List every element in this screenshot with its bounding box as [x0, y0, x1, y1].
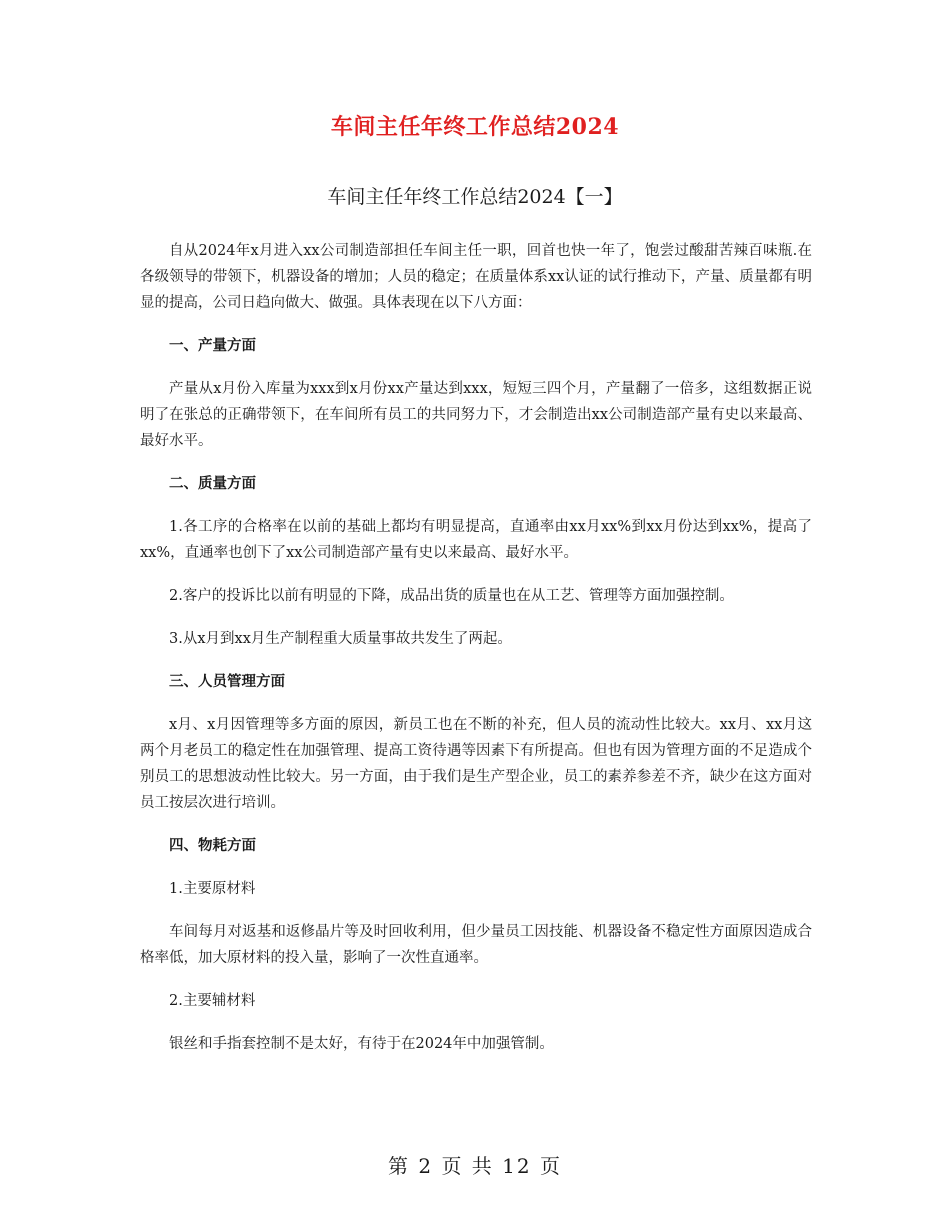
paragraph: 3.从x月到xx月生产制程重大质量事故共发生了两起。	[169, 631, 512, 647]
paragraph: 1.各工序的合格率在以前的基础上都均有明显提高，直通率由xx月xx%到xx月份达到xx%，提高了xx%，直通率也创下了xx公司制造部产量有史以来最高、最好水平。	[140, 519, 812, 561]
section-heading: 二、质量方面	[169, 475, 256, 492]
document-title: 车间主任年终工作总结2024	[330, 114, 620, 140]
paragraph: 2.主要辅材料	[169, 993, 256, 1009]
section-heading: 一、产量方面	[169, 337, 256, 354]
paragraph: 1.主要原材料	[169, 881, 256, 897]
document-subtitle: 车间主任年终工作总结2024【一】	[327, 186, 623, 208]
paragraph: 产量从x月份入库量为xxx到x月份xx产量达到xxx，短短三四个月，产量翻了一倍多，这组数据正说明了在张总的正确带领下，在车间所有员工的共同努力下，才会制造出xx公司制造部产量有史以来最高、最好水平。	[140, 381, 812, 449]
section-heading: 四、物耗方面	[169, 837, 256, 854]
paragraph: 车间每月对返基和返修晶片等及时回收利用，但少量员工因技能、机器设备不稳定性方面原因造成合格率低，加大原材料的投入量，影响了一次性直通率。	[140, 924, 812, 966]
document-body	[140, 238, 812, 1057]
paragraph: x月、x月因管理等多方面的原因，新员工也在不断的补充，但人员的流动性比较大。xx月、xx月这两个月老员工的稳定性在加强管理、提高工资待遇等因素下有所提高。但也有因为管理方面的不足造成个别员工的思想波动性比较大。另一方面，由于我们是生产型企业，员工的素养参差不齐，缺少在这方面对员工按层次进行培训。	[140, 717, 812, 811]
paragraph: 银丝和手指套控制不是太好，有待于在2024年中加强管制。	[169, 1036, 554, 1052]
section-heading: 三、人员管理方面	[169, 673, 285, 690]
paragraph: 2.客户的投诉比以前有明显的下降，成品出货的质量也在从工艺、管理等方面加强控制。	[169, 588, 734, 604]
page-footer: 第 2 页 共 12 页	[388, 1154, 562, 1178]
paragraph: 自从2024年x月进入xx公司制造部担任车间主任一职，回首也快一年了，饱尝过酸甜苦辣百味瓶.在各级领导的带领下，机器设备的增加；人员的稳定；在质量体系xx认证的试行推动下，产量、质量都有明显的提高，公司日趋向做大、做强。具体表现在以下八方面：	[140, 243, 812, 311]
